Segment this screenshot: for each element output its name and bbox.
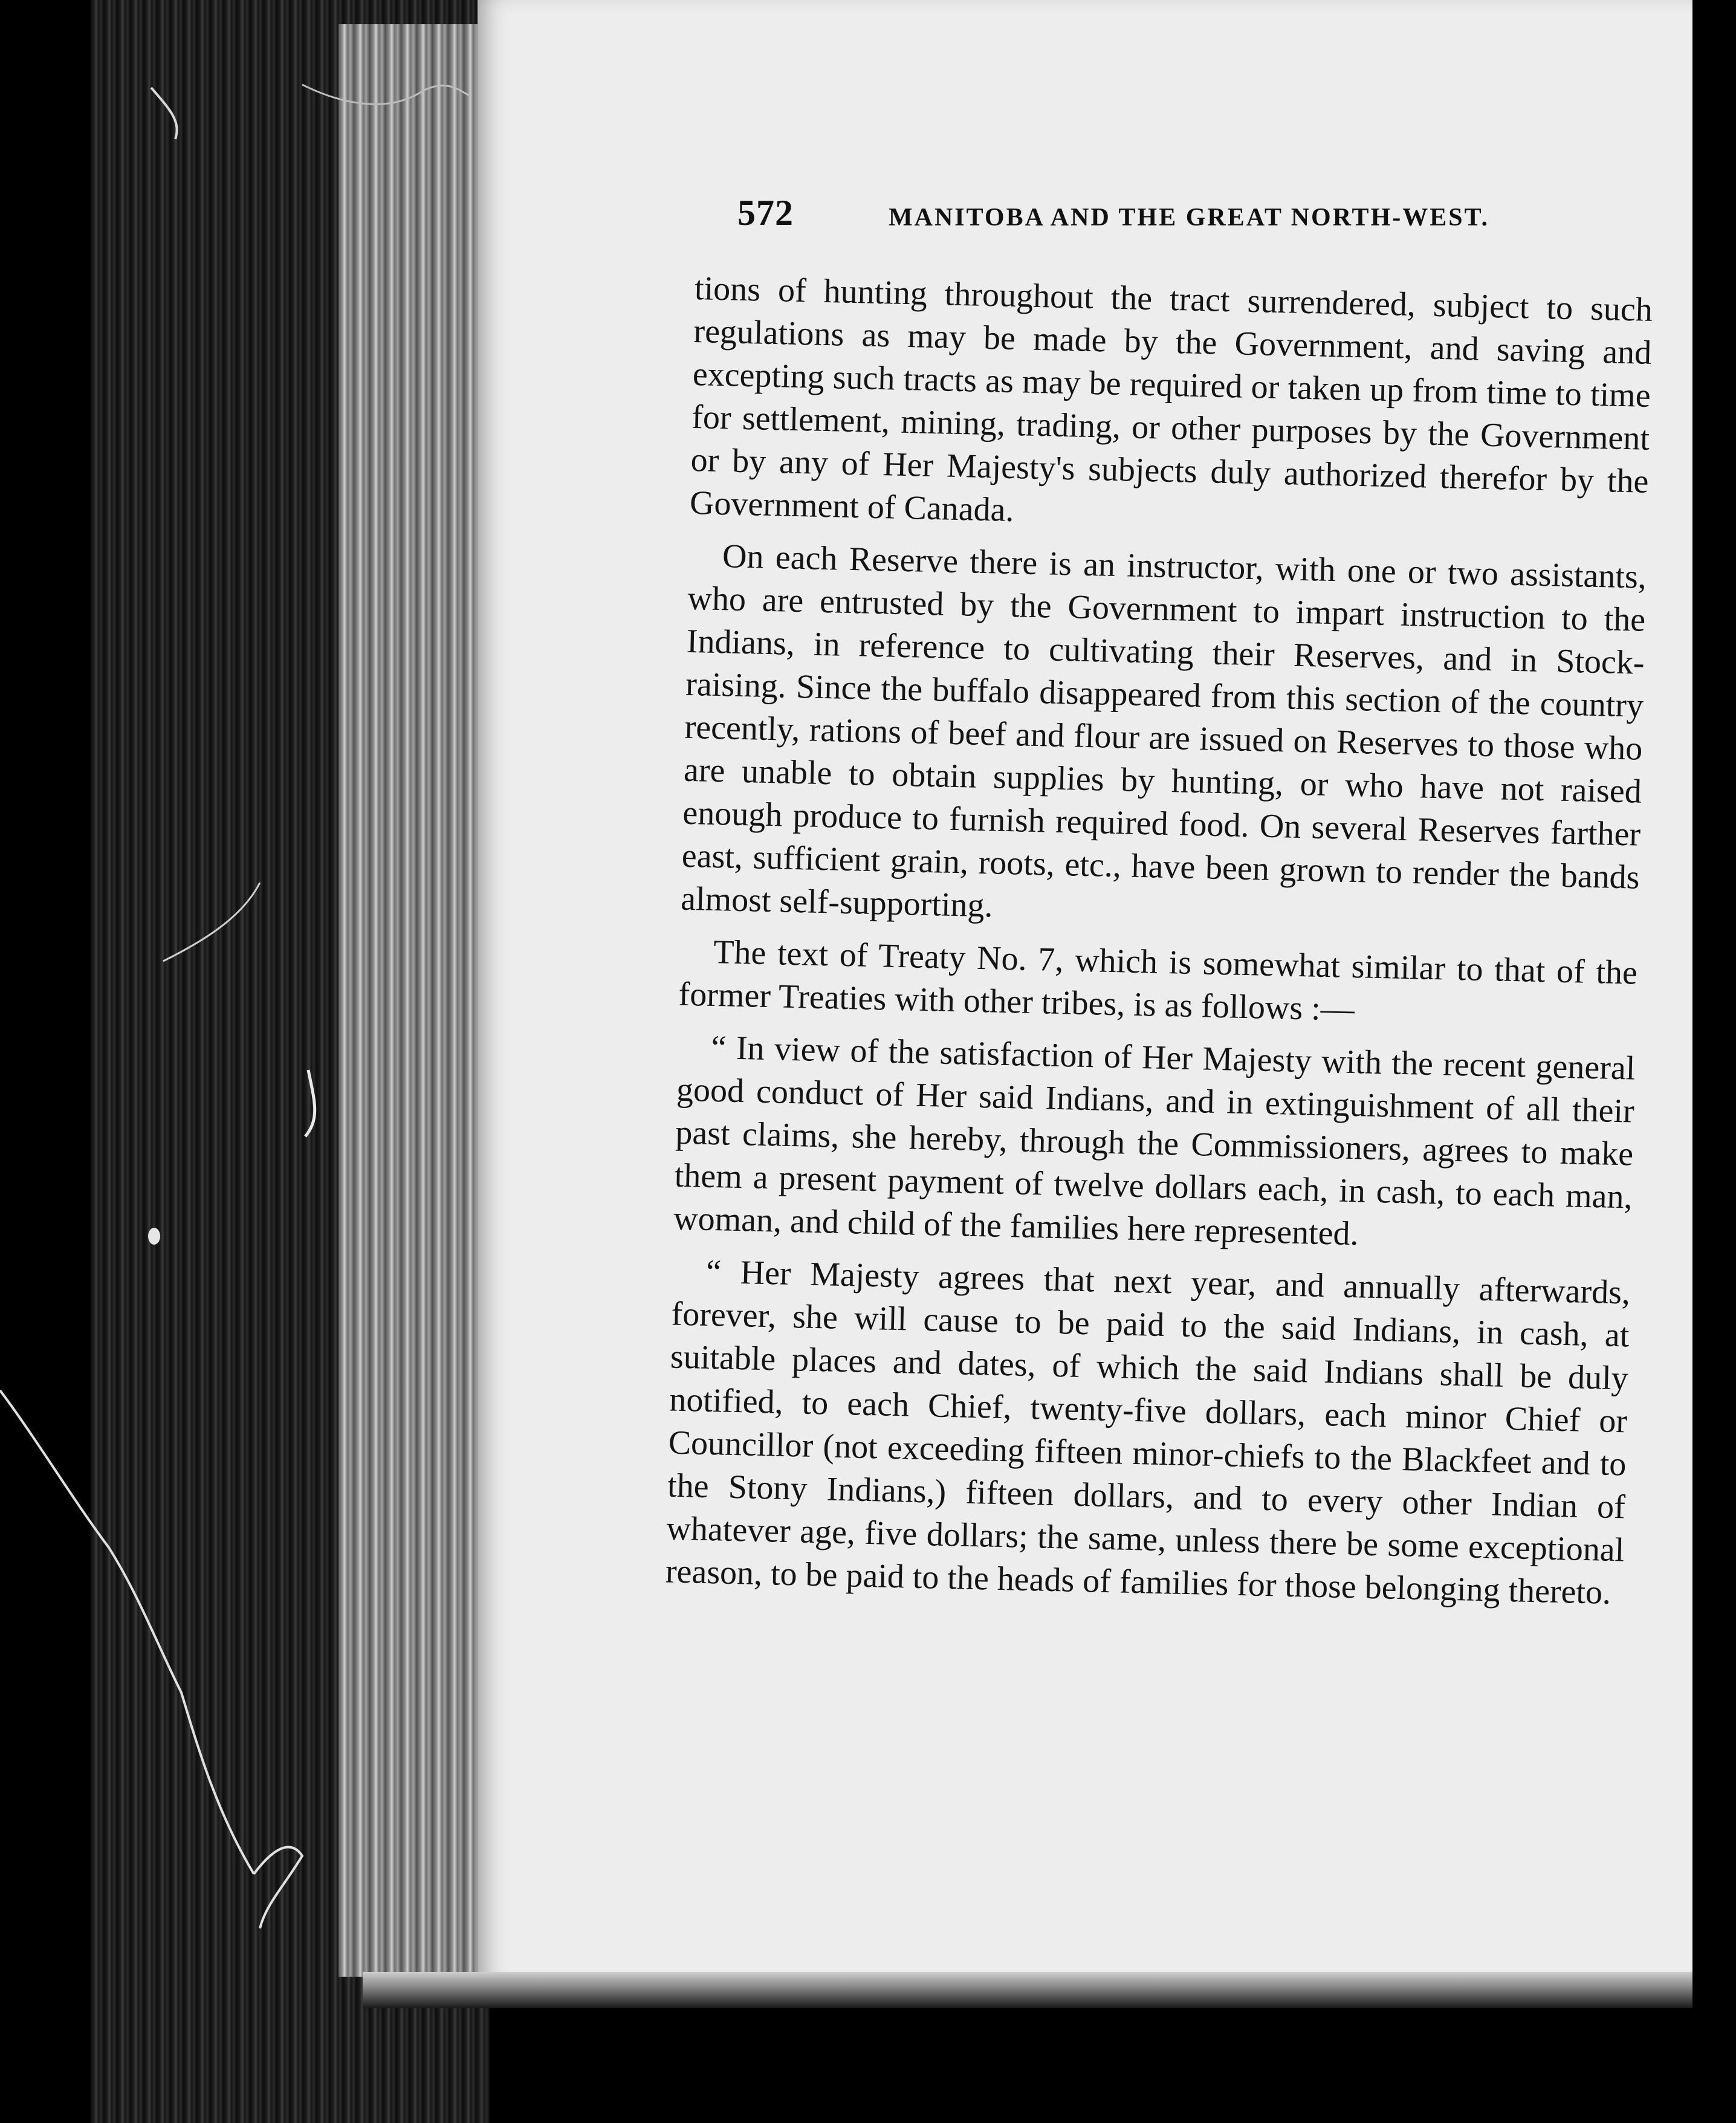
paragraph-continuation: tions of hunting throughout the tract surrendered, subject to such regulations as may be made by the Government, and saving and excepting such tracts as may be required or taken up from time to time for settlement, mining, trading, or other purposes by the Government or by any of Her Majesty's subjects duly authorized therefor by the Government of Canada. — [689, 269, 1653, 530]
fiber-mark — [254, 1847, 302, 1928]
paragraph-quote-present-payment: “ In view of the satisfaction of Her Majesty with the recent general good conduct of Her said Indians, and in extinguishment of all their past claims, she hereby, through the Commissioners, agrees to make them a present payment of twelve dollars each, in cash, to each man, woman, and child of the families here represented. — [673, 1028, 1636, 1253]
page-number: 572 — [737, 193, 794, 233]
body-text — [665, 267, 1653, 1624]
paragraph-quote-annuities: “ Her Majesty agrees that next year, and annually afterwards, forever, she will cause to be paid to the said Indians, in cash, at suitable places and dates, of which the said Indians shall be duly notified, to each Chief, twenty-five dollars, each minor Chief or Councillor (not exceeding fifteen minor-chiefs to the Blackfeet and to the Stony Indians,) fifteen dollars, and to every other Indian of whatever age, five dollars; the same, unless there be some exceptional reason, to be paid to the heads of families for those belonging thereto. — [665, 1253, 1631, 1612]
fiber-mark — [151, 88, 177, 139]
fiber-mark — [163, 883, 260, 961]
fiber-mark — [0, 1390, 254, 1874]
running-head-title: MANITOBA AND THE GREAT NORTH-WEST. — [889, 204, 1489, 232]
fiber-mark — [305, 1070, 315, 1136]
fiber-mark — [302, 85, 471, 104]
dust-speck — [148, 1228, 160, 1245]
paragraph-treaty-intro: The text of Treaty No. 7, which is somewhat similar to that of the former Treaties with other tribes, is as follows :— — [678, 933, 1638, 1029]
paragraph-reserves-instructor: On each Reserve there is an instructor, with one or two assistants, who are entrusted by the Government to impart instruction to the Indians, in reference to cultivating their Reserves, and in Stock-raising. Since the buffalo disappeared from this section of the country recently, rations of beef and flour are issued on Reserves to those who are unable to obtain supplies by hunting, or who have not raised enough produce to furnish required food. On several Reserves farther east, sufficient grain, roots, etc., have been grown to render the bands almost self-supporting. — [680, 537, 1647, 925]
